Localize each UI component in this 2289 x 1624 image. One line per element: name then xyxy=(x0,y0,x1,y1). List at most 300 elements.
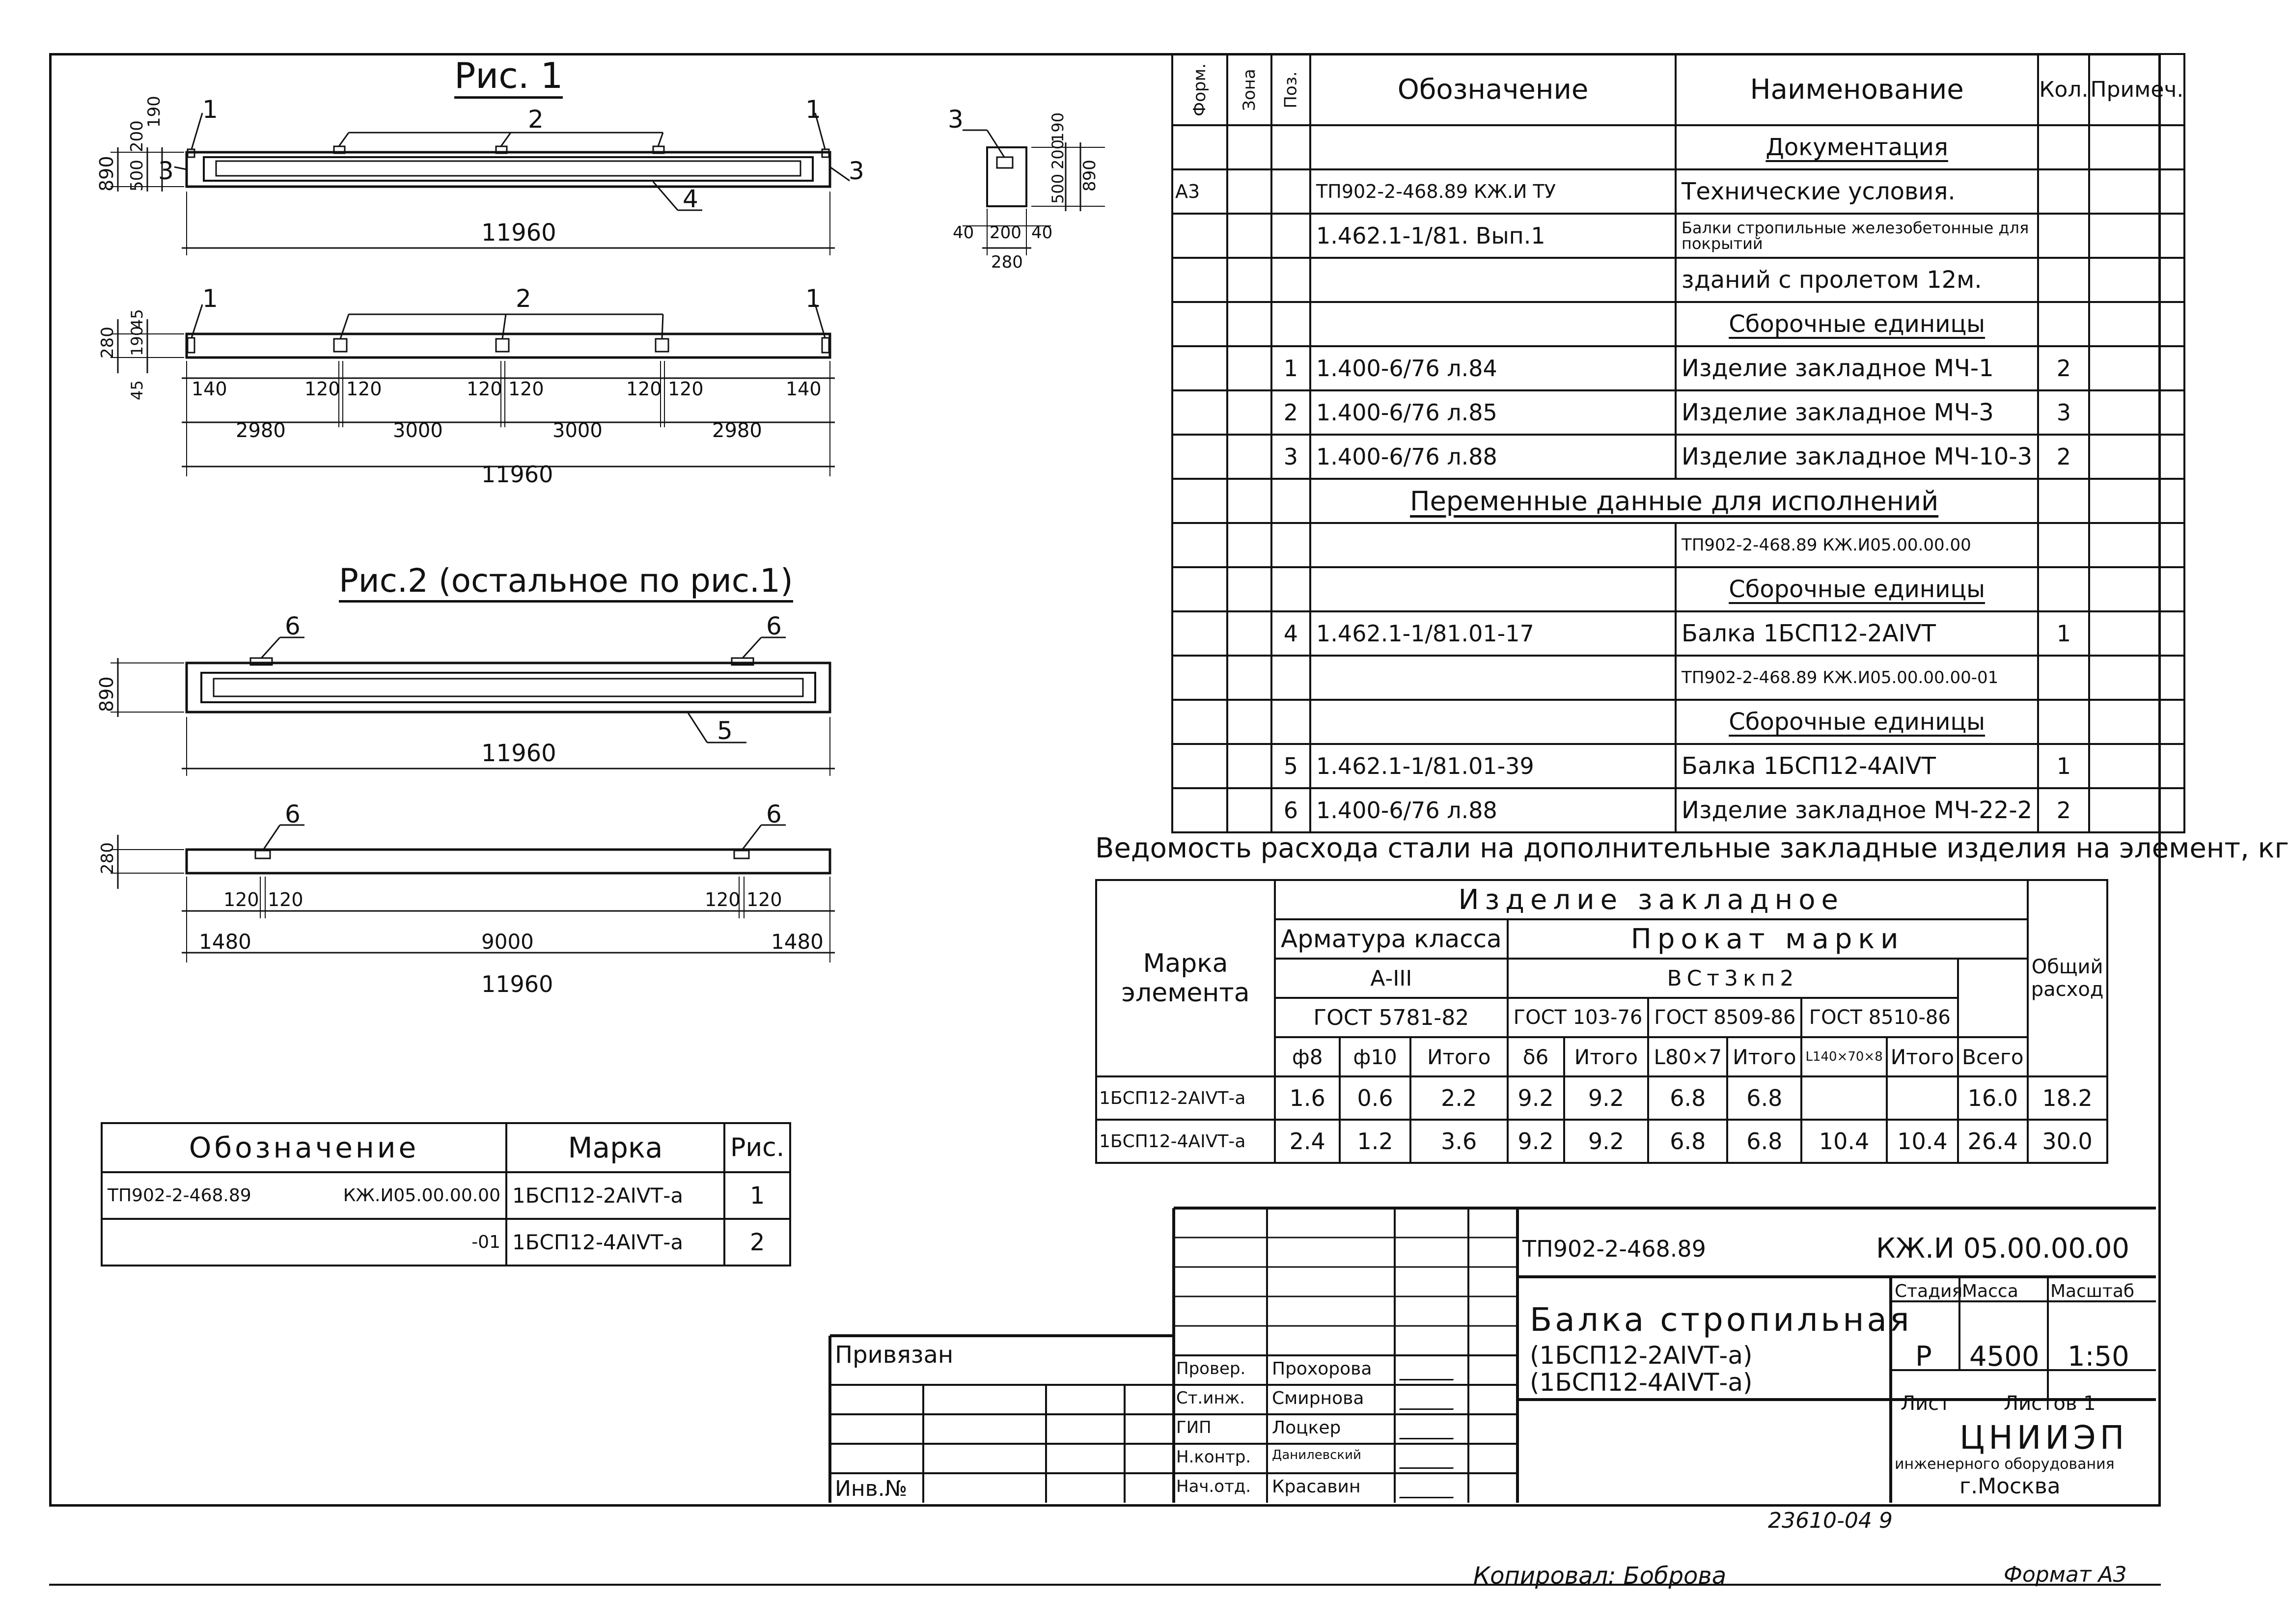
spec-format: А3 xyxy=(1172,169,1227,214)
fig1-plan xyxy=(74,280,859,496)
spec-designation: 1.400-6/76 л.88 xyxy=(1310,435,1676,479)
stamp-person: Прохорова xyxy=(1272,1359,1372,1379)
plan-small-6: 120 xyxy=(626,378,662,400)
spec-note xyxy=(2089,744,2184,788)
spec-h-zone: Зона xyxy=(1227,54,1271,125)
fig2-plan-span-3: 1480 xyxy=(771,930,824,954)
fig2-callout-5: 5 xyxy=(717,716,733,745)
fig2-plan-total: 11960 xyxy=(481,971,553,997)
steel-subheader: Итого xyxy=(1410,1037,1508,1076)
spec-qty xyxy=(2038,523,2089,567)
spec-name-text: Сборочные единицы xyxy=(1729,708,1986,736)
spec-h-designation: Обозначение xyxy=(1310,54,1676,125)
spec-name xyxy=(1676,125,2038,169)
spec-name-text: Балка 1БСП12-2АIVТ xyxy=(1682,620,1936,647)
spec-name-text: Изделие закладное МЧ-22-2 xyxy=(1682,797,2033,824)
marks-designation xyxy=(102,1172,506,1219)
spec-qty: 3 xyxy=(2038,390,2089,435)
spec-name xyxy=(1676,788,2038,832)
plan-span-3: 3000 xyxy=(552,419,603,442)
spec-pos xyxy=(1271,125,1310,169)
spec-name-text: Изделие закладное МЧ-3 xyxy=(1682,399,1994,426)
spec-pos: 3 xyxy=(1271,435,1310,479)
spec-row xyxy=(1172,479,2184,523)
signature xyxy=(1399,1453,1459,1469)
stamp-mark-1: (1БСП12-2АIVТ-а) xyxy=(1530,1341,1753,1370)
fig2-plan xyxy=(74,796,859,1012)
marks-row xyxy=(102,1172,790,1219)
fig2-plan-small-2: 120 xyxy=(268,889,303,910)
steel-value: 30.0 xyxy=(2028,1120,2107,1163)
steel-h-total: Общий расход xyxy=(2028,880,2107,1076)
spec-zone xyxy=(1227,390,1271,435)
stamp-person: Смирнова xyxy=(1272,1388,1364,1408)
fig1-dim-890: 890 xyxy=(96,156,117,192)
spec-row xyxy=(1172,656,2184,700)
spec-row xyxy=(1172,435,2184,479)
spec-qty xyxy=(2038,302,2089,346)
spec-qty xyxy=(2038,656,2089,700)
spec-zone xyxy=(1227,567,1271,611)
steel-value: 9.2 xyxy=(1564,1076,1649,1120)
footer-line xyxy=(49,1584,2161,1586)
spec-zone xyxy=(1227,125,1271,169)
spec-pos xyxy=(1271,302,1310,346)
fig2-callout-6b: 6 xyxy=(766,612,782,640)
spec-format xyxy=(1172,346,1227,390)
fig1-callout-3b: 3 xyxy=(849,157,864,185)
spec-format xyxy=(1172,656,1227,700)
spec-name-text: ТП902-2-468.89 КЖ.И05.00.00.00 xyxy=(1682,535,1971,555)
spec-h-note: Примеч. xyxy=(2089,54,2184,125)
steel-h-product: Изделие закладное xyxy=(1275,880,2028,919)
spec-designation xyxy=(1310,700,1676,744)
spec-format xyxy=(1172,788,1227,832)
fig2-plan-small-1: 120 xyxy=(223,889,259,910)
spec-name-text: Балка 1БСП12-4АIVТ xyxy=(1682,752,1936,780)
steel-subheader: L80×7 xyxy=(1648,1037,1727,1076)
spec-note xyxy=(2089,479,2184,523)
spec-zone xyxy=(1227,169,1271,214)
spec-designation: 1.462.1-1/81.01-39 xyxy=(1310,744,1676,788)
marks-h-mark: Марка xyxy=(506,1123,724,1172)
plan-total: 11960 xyxy=(481,461,553,488)
spec-designation xyxy=(1310,125,1676,169)
spec-name xyxy=(1676,435,2038,479)
steel-value xyxy=(1887,1076,1958,1120)
fig2-plan-callout-6b: 6 xyxy=(766,800,782,828)
steel-subheader: ф10 xyxy=(1340,1037,1410,1076)
spec-name xyxy=(1676,390,2038,435)
section-width: 280 xyxy=(991,252,1023,272)
steel-value: 10.4 xyxy=(1801,1120,1886,1163)
steel-rolled-grade: ВСт3кп2 xyxy=(1508,959,1958,998)
plan-small-3: 120 xyxy=(346,378,382,400)
spec-designation: 1.400-6/76 л.85 xyxy=(1310,390,1676,435)
spec-name-text: Сборочные единицы xyxy=(1729,310,1986,338)
footer-number: 23610-04 9 xyxy=(1768,1508,1893,1533)
beam-cross-section xyxy=(933,105,1130,295)
stamp-title: Балка стропильная xyxy=(1530,1301,1912,1339)
stamp-bound: Привязан xyxy=(835,1341,954,1369)
stamp-mark-2: (1БСП12-4АIVТ-а) xyxy=(1530,1368,1753,1397)
spec-designation xyxy=(1310,258,1676,302)
spec-name xyxy=(1676,611,2038,656)
steel-table-title: Ведомость расхода стали на дополнительные закладные изделия на элемент, кг xyxy=(1095,832,2289,864)
spec-format xyxy=(1172,258,1227,302)
spec-qty xyxy=(2038,700,2089,744)
spec-row xyxy=(1172,788,2184,832)
stamp-code: ТП902-2-468.89 xyxy=(1522,1236,1706,1262)
steel-subheader: ф8 xyxy=(1275,1037,1340,1076)
spec-name xyxy=(1676,214,2038,258)
steel-value: 16.0 xyxy=(1958,1076,2028,1120)
spec-row xyxy=(1172,611,2184,656)
stamp-role: Ст.инж. xyxy=(1176,1388,1245,1408)
spec-format xyxy=(1172,523,1227,567)
fig1-length: 11960 xyxy=(481,219,556,247)
steel-subheader: L140×70×8 xyxy=(1801,1037,1886,1076)
footer-format: Формат А3 xyxy=(2004,1562,2127,1587)
stamp-org: ЦНИИЭП xyxy=(1959,1419,2128,1457)
spec-wide-heading xyxy=(1310,479,2038,523)
fig2-elevation xyxy=(74,609,859,786)
marks-h-fig: Рис. xyxy=(724,1123,790,1172)
spec-name xyxy=(1676,258,2038,302)
plan-small-2: 120 xyxy=(304,378,340,400)
spec-qty xyxy=(2038,567,2089,611)
spec-designation: 1.400-6/76 л.88 xyxy=(1310,788,1676,832)
fig2-callout-6a: 6 xyxy=(285,612,301,640)
spec-designation xyxy=(1310,302,1676,346)
steel-value: 0.6 xyxy=(1340,1076,1410,1120)
spec-designation: 1.400-6/76 л.84 xyxy=(1310,346,1676,390)
spec-pos xyxy=(1271,656,1310,700)
plan-dim-190: 190 xyxy=(128,326,146,356)
section-dim-200: 200 xyxy=(1048,139,1067,169)
stamp-org-sub: инженерного оборудования xyxy=(1895,1456,2115,1473)
fig2-plan-small-3: 120 xyxy=(705,889,741,910)
spec-h-format: Форм. xyxy=(1172,54,1227,125)
spec-note xyxy=(2089,611,2184,656)
spec-designation xyxy=(1310,523,1676,567)
spec-format xyxy=(1172,435,1227,479)
spec-h-pos: Поз. xyxy=(1271,54,1310,125)
steel-value: 26.4 xyxy=(1958,1120,2028,1163)
spec-zone xyxy=(1227,656,1271,700)
fig2-dim-890: 890 xyxy=(96,676,117,712)
steel-gost-a: ГОСТ 103-76 xyxy=(1508,998,1649,1037)
steel-h-mark: Марка элемента xyxy=(1096,880,1275,1076)
spec-format xyxy=(1172,125,1227,169)
marks-mark: 1БСП12-4АIVТ-а xyxy=(506,1219,724,1266)
spec-designation: ТП902-2-468.89 КЖ.И ТУ xyxy=(1310,169,1676,214)
spec-qty xyxy=(2038,169,2089,214)
fig2-plan-span-1: 1480 xyxy=(199,930,251,954)
spec-zone xyxy=(1227,302,1271,346)
spec-designation xyxy=(1310,656,1676,700)
spec-note xyxy=(2089,169,2184,214)
plan-small-7: 120 xyxy=(668,378,704,400)
fig1-callout-1b: 1 xyxy=(805,95,821,124)
spec-row xyxy=(1172,346,2184,390)
fig2-length: 11960 xyxy=(481,740,556,767)
plan-small-4: 120 xyxy=(467,378,502,400)
spec-row xyxy=(1172,302,2184,346)
stamp-person: Данилевский xyxy=(1272,1448,1361,1462)
fig2-plan-span-2: 9000 xyxy=(481,930,534,954)
spec-name-text: Сборочные единицы xyxy=(1729,576,1986,603)
stamp-h-scale: Масштаб xyxy=(2050,1281,2135,1301)
steel-value: 6.8 xyxy=(1648,1120,1727,1163)
spec-name xyxy=(1676,656,2038,700)
plan-callout-2: 2 xyxy=(516,284,531,313)
spec-zone xyxy=(1227,611,1271,656)
spec-name xyxy=(1676,744,2038,788)
spec-h-name: Наименование xyxy=(1676,54,2038,125)
fig1-callout-4: 4 xyxy=(683,185,698,213)
steel-value: 3.6 xyxy=(1410,1120,1508,1163)
spec-pos: 4 xyxy=(1271,611,1310,656)
section-dim-190: 190 xyxy=(1048,112,1067,142)
fig1-dim-190: 190 xyxy=(144,96,164,128)
marks-mark: 1БСП12-2АIVТ-а xyxy=(506,1172,724,1219)
plan-span-1: 2980 xyxy=(236,419,286,442)
spec-note xyxy=(2089,346,2184,390)
spec-note xyxy=(2089,523,2184,567)
plan-span-4: 2980 xyxy=(712,419,762,442)
plan-small-1: 140 xyxy=(192,378,227,400)
spec-name-text: Документация xyxy=(1765,134,1948,161)
stamp-h-stage: Стадия xyxy=(1895,1281,1963,1301)
marks-designation-b: КЖ.И05.00.00.00 xyxy=(343,1185,500,1206)
steel-value: 6.8 xyxy=(1648,1076,1727,1120)
spec-pos xyxy=(1271,523,1310,567)
spec-zone xyxy=(1227,479,1271,523)
plan-dim-280: 280 xyxy=(98,327,117,358)
spec-pos xyxy=(1271,214,1310,258)
spec-format xyxy=(1172,302,1227,346)
fig2-plan-callout-6a: 6 xyxy=(285,800,301,828)
marks-designation-b: -01 xyxy=(471,1232,500,1252)
fig1-callout-2: 2 xyxy=(528,105,544,134)
fig1-dim-200: 200 xyxy=(127,120,147,152)
spec-name xyxy=(1676,346,2038,390)
spec-designation: 1.462.1-1/81.01-17 xyxy=(1310,611,1676,656)
spec-pos xyxy=(1271,258,1310,302)
spec-row xyxy=(1172,214,2184,258)
spec-name xyxy=(1676,523,2038,567)
fig2-title: Рис.2 (остальное по рис.1) xyxy=(339,565,793,603)
steel-consumption-table xyxy=(1095,879,2108,1164)
spec-qty: 2 xyxy=(2038,788,2089,832)
stamp-person: Лоцкер xyxy=(1272,1418,1341,1438)
section-dim-890: 890 xyxy=(1080,160,1100,192)
stamp-role: Н.контр. xyxy=(1176,1447,1251,1467)
spec-zone xyxy=(1227,214,1271,258)
spec-h-qty: Кол. xyxy=(2038,54,2089,125)
spec-format xyxy=(1172,611,1227,656)
spec-designation: 1.462.1-1/81. Вып.1 xyxy=(1310,214,1676,258)
steel-value: 18.2 xyxy=(2028,1076,2107,1120)
steel-subheader: Итого xyxy=(1564,1037,1649,1076)
marks-row xyxy=(102,1219,790,1266)
signature xyxy=(1399,1364,1459,1380)
stamp-mass: 4500 xyxy=(1969,1341,2040,1373)
spec-note xyxy=(2089,302,2184,346)
steel-subheader: Итого xyxy=(1727,1037,1801,1076)
spec-name xyxy=(1676,302,2038,346)
spec-pos: 6 xyxy=(1271,788,1310,832)
steel-subheader: Итого xyxy=(1887,1037,1958,1076)
spec-qty xyxy=(2038,258,2089,302)
steel-rebar-class: А-III xyxy=(1275,959,1508,998)
stamp-role: Нач.отд. xyxy=(1176,1477,1251,1496)
plan-callout-1a: 1 xyxy=(202,284,218,313)
fig1-callout-1a: 1 xyxy=(202,95,218,124)
spec-pos xyxy=(1271,169,1310,214)
steel-value xyxy=(1801,1076,1886,1120)
spec-note xyxy=(2089,788,2184,832)
stamp-person: Красавин xyxy=(1272,1477,1361,1497)
steel-row xyxy=(1096,1120,2107,1163)
steel-h-rolled: Прокат марки xyxy=(1508,919,2028,959)
steel-h-rebar: Арматура класса xyxy=(1275,919,1508,959)
spec-note xyxy=(2089,700,2184,744)
spec-qty xyxy=(2038,479,2089,523)
fig1-title: Рис. 1 xyxy=(454,58,563,99)
spec-zone xyxy=(1227,788,1271,832)
spec-pos xyxy=(1271,479,1310,523)
signature xyxy=(1399,1482,1459,1498)
spec-name-text: Изделие закладное МЧ-10-3 xyxy=(1682,443,2033,470)
steel-gost-rebar: ГОСТ 5781-82 xyxy=(1275,998,1508,1037)
stamp-inv: Инв.№ xyxy=(835,1476,908,1501)
spec-note xyxy=(2089,214,2184,258)
spec-zone xyxy=(1227,523,1271,567)
spec-note xyxy=(2089,435,2184,479)
spec-row xyxy=(1172,700,2184,744)
stamp-role: ГИП xyxy=(1176,1418,1212,1437)
spec-name xyxy=(1676,169,2038,214)
marks-h-designation: Обозначение xyxy=(102,1123,506,1172)
specification-table xyxy=(1171,53,2185,833)
spec-format xyxy=(1172,390,1227,435)
marks-fig: 1 xyxy=(724,1172,790,1219)
spec-format xyxy=(1172,700,1227,744)
spec-format xyxy=(1172,214,1227,258)
steel-gost-b: ГОСТ 8509-86 xyxy=(1648,998,1801,1037)
steel-row xyxy=(1096,1076,2107,1120)
steel-value: 1.6 xyxy=(1275,1076,1340,1120)
spec-qty xyxy=(2038,214,2089,258)
spec-zone xyxy=(1227,258,1271,302)
spec-qty: 1 xyxy=(2038,744,2089,788)
spec-row xyxy=(1172,125,2184,169)
spec-format xyxy=(1172,479,1227,523)
steel-subheader: δ6 xyxy=(1508,1037,1564,1076)
steel-value: 9.2 xyxy=(1564,1120,1649,1163)
steel-value: 10.4 xyxy=(1887,1120,1958,1163)
spec-row xyxy=(1172,744,2184,788)
marks-designation-a: ТП902-2-468.89 xyxy=(108,1185,251,1206)
spec-row xyxy=(1172,258,2184,302)
spec-name xyxy=(1676,700,2038,744)
section-dim-200h: 200 xyxy=(990,223,1021,243)
section-dim-40a: 40 xyxy=(953,223,974,243)
spec-name-text: Технические условия. xyxy=(1682,178,1956,205)
plan-callout-1b: 1 xyxy=(805,284,821,313)
spec-note xyxy=(2089,125,2184,169)
plan-dim-45b: 45 xyxy=(128,380,146,400)
plan-dim-45a: 45 xyxy=(128,309,146,329)
spec-pos: 5 xyxy=(1271,744,1310,788)
spec-note xyxy=(2089,258,2184,302)
steel-value: 6.8 xyxy=(1727,1120,1801,1163)
spec-zone xyxy=(1227,346,1271,390)
spec-pos xyxy=(1271,567,1310,611)
stamp-doc-number: КЖ.И 05.00.00.00 xyxy=(1876,1233,2130,1265)
stamp-scale: 1:50 xyxy=(2068,1341,2129,1373)
steel-mark: 1БСП12-4АIVТ-а xyxy=(1096,1120,1275,1163)
spec-pos: 1 xyxy=(1271,346,1310,390)
fig1-elevation xyxy=(74,95,864,265)
stamp-sheet: Лист xyxy=(1901,1392,1951,1415)
steel-value: 9.2 xyxy=(1508,1076,1564,1120)
spec-row xyxy=(1172,390,2184,435)
marks-table xyxy=(101,1122,791,1266)
steel-value: 2.2 xyxy=(1410,1076,1508,1120)
spec-qty xyxy=(2038,125,2089,169)
spec-qty: 2 xyxy=(2038,346,2089,390)
stamp-stage: Р xyxy=(1915,1341,1932,1373)
spec-pos: 2 xyxy=(1271,390,1310,435)
section-callout-3: 3 xyxy=(948,105,964,134)
steel-mark: 1БСП12-2АIVТ-а xyxy=(1096,1076,1275,1120)
fig1-dim-500: 500 xyxy=(127,160,147,192)
plan-span-2: 3000 xyxy=(393,419,443,442)
marks-designation xyxy=(102,1219,506,1266)
fig2-plan-dim-280: 280 xyxy=(98,842,117,874)
signature xyxy=(1399,1394,1459,1410)
spec-row xyxy=(1172,169,2184,214)
footer-copied: Копировал: Боброва xyxy=(1473,1562,1727,1590)
plan-small-5: 120 xyxy=(508,378,544,400)
steel-value: 6.8 xyxy=(1727,1076,1801,1120)
steel-value: 2.4 xyxy=(1275,1120,1340,1163)
spec-name xyxy=(1676,567,2038,611)
spec-qty: 2 xyxy=(2038,435,2089,479)
spec-wide-text: Переменные данные для исполнений xyxy=(1410,485,1939,517)
stamp-role: Провер. xyxy=(1176,1359,1246,1378)
spec-zone xyxy=(1227,744,1271,788)
spec-format xyxy=(1172,744,1227,788)
spec-note xyxy=(2089,656,2184,700)
spec-format xyxy=(1172,567,1227,611)
steel-value: 9.2 xyxy=(1508,1120,1564,1163)
spec-pos xyxy=(1271,700,1310,744)
spec-name-text: Балки стропильные железобетонные для покрытий xyxy=(1682,219,2029,253)
steel-gost-c: ГОСТ 8510-86 xyxy=(1801,998,1958,1037)
steel-empty-cell xyxy=(1958,959,2028,1037)
marks-fig: 2 xyxy=(724,1219,790,1266)
steel-subheader: Всего xyxy=(1958,1037,2028,1076)
spec-name-text: зданий с пролетом 12м. xyxy=(1682,266,1982,294)
section-dim-40b: 40 xyxy=(1031,223,1053,243)
signature xyxy=(1399,1423,1459,1439)
steel-value: 1.2 xyxy=(1340,1120,1410,1163)
spec-zone xyxy=(1227,700,1271,744)
